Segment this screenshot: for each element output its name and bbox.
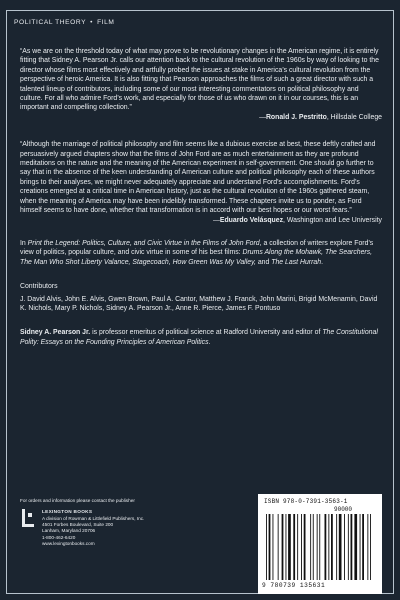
publisher-phone: 1-800-462-6420	[42, 534, 76, 540]
blurb-text: “As we are on the threshold today of what may prove to be revolutionary changes in the American regime, it is entirely fitting that Sidney A. Pearson Jr. calls our attention back to the cultural revolution of the 1960s by way of looking to the director whose films most effectively and artfully probed the issues at stake in America’s cultural revolution from the perspective of heroic America. It is also fitting that Pearson approaches the films of such a great director with such a talented lineup of contributors, including some of our most interesting commentators on political philosophy and culture. For all who admire Ford’s work, and especially for those of us who drawn on it in our courses, this is an important and compelling collection.”	[20, 48, 379, 112]
book-description: In Print the Legend: Politics, Culture, and Civic Virtue in the Films of John Ford, a collection of writers explore Ford’s view of politics, popular culture, and civic virtue in some of his best films: Drums Along the Mohawk, The Searchers, The Man Who Shot Liberty Valance, Stagecoach, How Green Was My Valley, and The Last Hurrah.	[20, 239, 374, 266]
ean-number: 9 780739 135631	[262, 582, 326, 589]
category-film: FILM	[97, 19, 115, 26]
publisher-info	[20, 509, 144, 547]
category-separator: •	[90, 19, 94, 26]
blurb-attribution: —Ronald J. Pestritto, Hillsdale College	[259, 113, 382, 121]
lexington-logo-icon	[20, 509, 36, 531]
author-book-title: The Constitutional Polity: Essays on the Founding Principles of American Politics	[20, 329, 378, 346]
address-line-1: 4501 Forbes Boulevard, Suite 200	[42, 522, 114, 528]
isbn-number: ISBN 978-0-7391-3563-1	[264, 498, 348, 505]
main-text	[20, 47, 382, 347]
blurb-pestritto	[20, 47, 382, 122]
publisher-block	[20, 498, 144, 548]
film-last: The Last Hurrah	[271, 258, 322, 266]
category-line	[14, 19, 114, 26]
barcode-image	[264, 514, 376, 580]
blurb-text: “Although the marriage of political philosophy and film seems like a dubious exercise at best, these deftly crafted and persuasively argued chapters show that the films of John Ford are as much entertainment as they are profound meditations on the nature and the meaning of the American experiment in self-government. One should go further to say that in the absence of the keen understanding of American culture and political philosophy each of these authors brings to their analyses, we might never adequately appreciate and understand Ford’s accomplishments. Ford’s creations emerged at a critical time in American history, just as the cultural revolution of the 1960s gathered steam, when the meaning of America may have been indelibly transformed. These chapters invite us to ponder, as Ford himself seems to have done, whether that transformation is in accord with our best hopes or our worst fears.”	[20, 141, 376, 215]
blurb-affiliation: , Hillsdale College	[326, 113, 382, 121]
blurb-author: Eduardo Velásquez	[219, 216, 284, 224]
order-note: For orders and information please contact the publisher	[20, 498, 135, 503]
film-list: Drums Along the Mohawk, The Searchers, The Man Who Shot Liberty Valance, Stagecoach, How Green Was My Valley,	[20, 249, 373, 266]
book-title: Print the Legend: Politics, Culture, and Civic Virtue in the Films of John Ford	[27, 239, 260, 247]
blurb-author: Ronald J. Pestritto	[265, 113, 327, 121]
author-name: Sidney A. Pearson Jr.	[20, 329, 91, 337]
publisher-name: LEXINGTON BOOKS	[42, 509, 93, 515]
blurb-attribution: —Eduardo Velásquez, Washington and Lee University	[212, 216, 382, 224]
publisher-division: A division of Rowman & Littlefield Publishers, Inc.	[42, 515, 145, 521]
contributors-heading: Contributors	[20, 283, 58, 291]
barcode-panel	[258, 494, 382, 594]
category-political-theory: POLITICAL THEORY	[14, 19, 87, 26]
publisher-website: www.lexingtonbooks.com	[42, 541, 95, 547]
blurb-affiliation: , Washington and Lee University	[283, 216, 382, 224]
publisher-address	[42, 509, 144, 547]
contributors-list: J. David Alvis, John E. Alvis, Gwen Brown, Paul A. Cantor, Matthew J. Franck, John Marini, Brigid McMenamin, David K. Nichols, Mary P. Nichols, Sidney A. Pearson Jr., Anne R. Pierce, James F. Pontuso	[20, 295, 378, 312]
blurb-velasquez	[20, 140, 382, 225]
address-line-2: Lanham, Maryland 20706	[42, 528, 96, 534]
author-bio: Sidney A. Pearson Jr. is professor emeritus of political science at Radford University and editor of The Constitutional Polity: Essays on the Founding Principles of American Politics.	[20, 329, 378, 346]
price-code: 90000	[334, 506, 353, 513]
